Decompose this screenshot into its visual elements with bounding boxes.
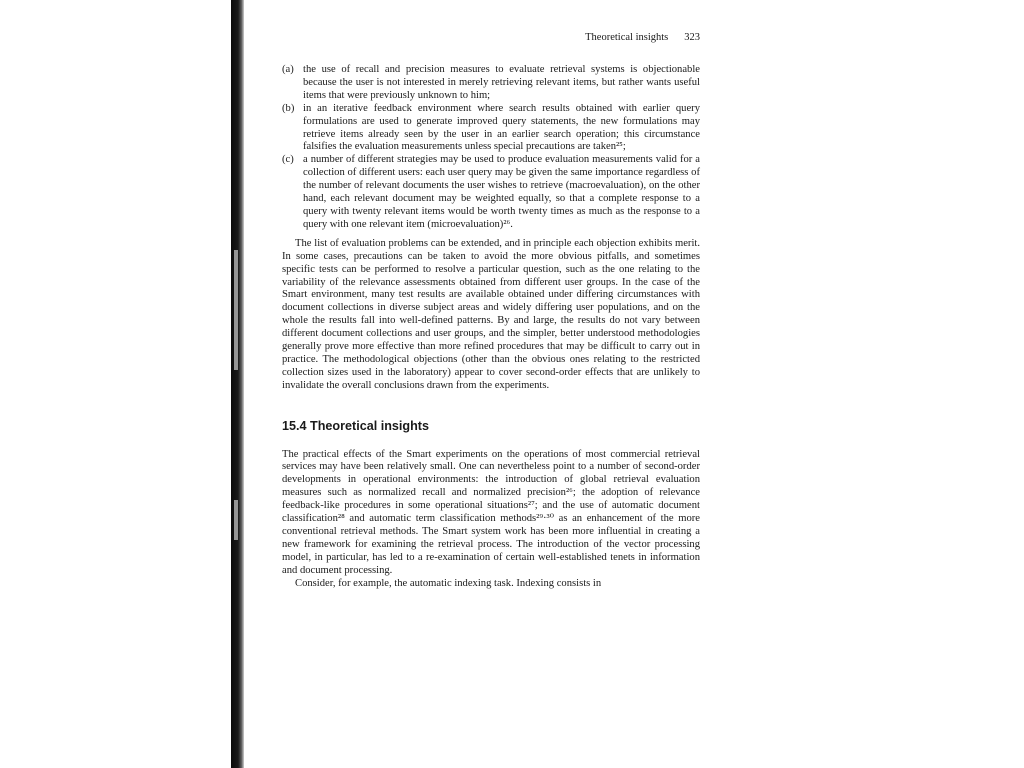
body-paragraph: The list of evaluation problems can be extended, and in principle each objection exhibits merit. In some cases, precautions can be taken to avoid the more obvious pitfalls, and sometimes specific tests can be performed to resolve a particular question, such as the one relating to the variability of the relevance assessments obtained from different user groups. In the case of the Smart environment, many test results are available obtained under differing circumstances with document collections in diverse subject areas and widely differing user populations, and on the whole the results fall into well-defined patterns. By and large, the results do not vary between different document collections and user groups, and the simpler, better understood methodologies generally prove more effective than more refined procedures that may be difficult to carry out in practice. The methodological objections (other than the obvious ones relating to the restricted collection sizes used in the laboratory) appear to cover second-order effects that are unlikely to invalidate the overall conclusions drawn from the experiments. <box>282 237 700 391</box>
spine-artifact <box>234 250 238 370</box>
book-spine-shadow <box>231 0 244 768</box>
book-page <box>282 32 700 591</box>
list-marker: (a) <box>282 64 294 75</box>
list-item <box>282 103 700 155</box>
section-heading <box>282 420 700 433</box>
list-marker: (b) <box>282 102 295 114</box>
running-header <box>282 32 700 48</box>
list-item-text: in an iterative feedback environment where search results obtained with earlier query formulations are used to generate improved query statements, the new formulations may retrieve items already seen by the user in an earlier search operation; this circumstance falsifies the evaluation measurements unless special precautions are taken²⁵; <box>303 102 700 153</box>
list-marker: (c) <box>282 154 294 166</box>
page-number: 323 <box>684 32 700 43</box>
list-item-text: the use of recall and precision measures to evaluate retrieval systems is objectionable because the user is not interested in merely retrieving relevant items, but rather wants useful items that were previously unknown to him; <box>303 64 700 101</box>
list-item <box>282 64 700 103</box>
list-item <box>282 154 700 231</box>
section-number: 15.4 <box>282 418 307 433</box>
body-paragraph: The practical effects of the Smart experiments on the operations of most commercial retrieval services may have been relatively small. One can nevertheless point to a number of second-order developments in operational environments: the introduction of global retrieval evaluation measures such as normalized recall and normalized precision²⁶; the adoption of relevance feedback-like procedures in some operational situations²⁷; and the use of automatic document classification²⁸ and automatic term classification methods²⁹·³⁰ as an enhancement of the more conventional retrieval methods. The Smart system work has been more influential in creating a new framework for examining the retrieval process. The introduction of the vector processing model, in particular, has led to a re-examination of certain well-established tenets in information and document processing. <box>282 448 700 576</box>
section-title: Theoretical insights <box>310 418 429 433</box>
list-item-text: a number of different strategies may be used to produce evaluation measurements valid for a collection of different users: each user query may be given the same importance regardless of the number of relevant documents the user wishes to retrieve (macroevaluation), on the other hand, each relevant document may be weighted equally, so that a complete response to a query with twenty relevant items would be worth twenty times as much as the response to a query with one relevant item (microevaluation)²⁶. <box>303 154 700 230</box>
body-paragraph: Consider, for example, the automatic indexing task. Indexing consists in <box>295 577 602 589</box>
spine-artifact <box>234 500 238 540</box>
running-title: Theoretical insights <box>585 32 669 43</box>
